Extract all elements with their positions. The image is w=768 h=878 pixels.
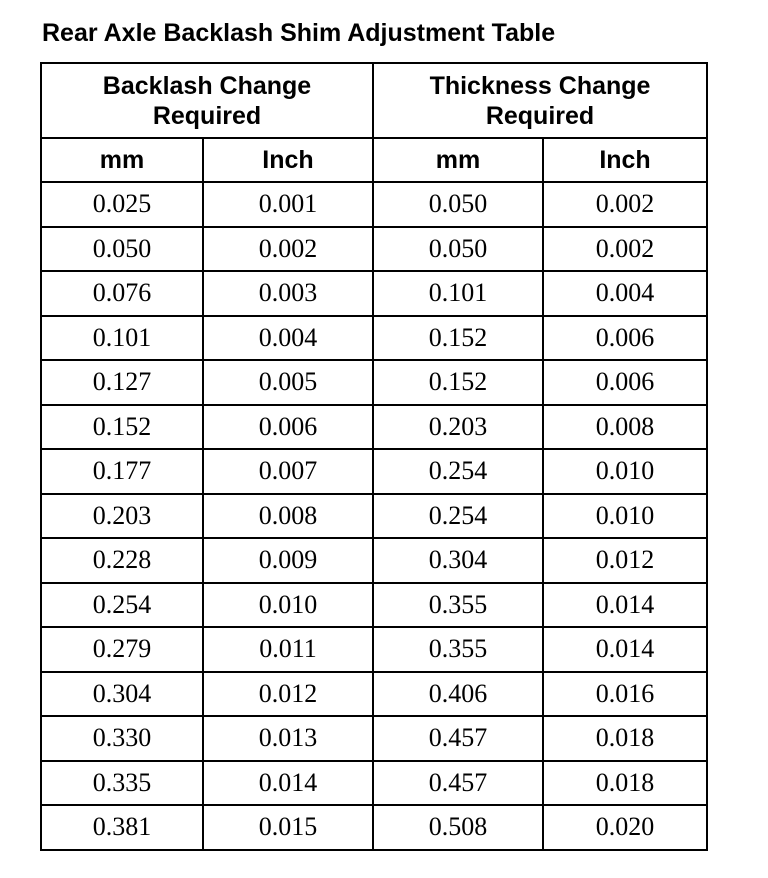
table-cell: 0.003 <box>203 271 373 316</box>
table-cell: 0.011 <box>203 627 373 672</box>
table-cell: 0.018 <box>543 761 707 806</box>
table-cell: 0.279 <box>41 627 203 672</box>
table-cell: 0.101 <box>41 316 203 361</box>
table-cell: 0.015 <box>203 805 373 850</box>
table-cell: 0.010 <box>203 583 373 628</box>
table-cell: 0.050 <box>373 182 543 227</box>
table-cell: 0.406 <box>373 672 543 717</box>
table-cell: 0.018 <box>543 716 707 761</box>
table-cell: 0.010 <box>543 449 707 494</box>
table-cell: 0.002 <box>543 182 707 227</box>
table-cell: 0.254 <box>373 494 543 539</box>
table-cell: 0.005 <box>203 360 373 405</box>
table-cell: 0.101 <box>373 271 543 316</box>
page-title: Rear Axle Backlash Shim Adjustment Table <box>42 19 556 47</box>
table-cell: 0.004 <box>203 316 373 361</box>
header-line: Required <box>485 101 595 130</box>
table-row <box>41 538 707 583</box>
table-cell: 0.508 <box>373 805 543 850</box>
table-row <box>41 494 707 539</box>
table-row <box>41 271 707 316</box>
table-cell: 0.016 <box>543 672 707 717</box>
table-cell: 0.355 <box>373 627 543 672</box>
table-cell: 0.304 <box>41 672 203 717</box>
unit-header: Inch <box>543 138 707 182</box>
table-cell: 0.177 <box>41 449 203 494</box>
table-cell: 0.228 <box>41 538 203 583</box>
table-cell: 0.457 <box>373 761 543 806</box>
table-cell: 0.006 <box>203 405 373 450</box>
table-cell: 0.127 <box>41 360 203 405</box>
table-row <box>41 449 707 494</box>
table-cell: 0.004 <box>543 271 707 316</box>
header-line: Backlash Change <box>102 71 312 100</box>
table-row <box>41 360 707 405</box>
table-cell: 0.152 <box>41 405 203 450</box>
table-cell: 0.050 <box>373 227 543 272</box>
unit-header: mm <box>373 138 543 182</box>
table-cell: 0.381 <box>41 805 203 850</box>
table-row <box>41 672 707 717</box>
table-cell: 0.335 <box>41 761 203 806</box>
table-cell: 0.014 <box>203 761 373 806</box>
table-cell: 0.254 <box>373 449 543 494</box>
table-cell: 0.014 <box>543 583 707 628</box>
table-cell: 0.001 <box>203 182 373 227</box>
table-cell: 0.012 <box>203 672 373 717</box>
backlash-change-header <box>41 63 373 138</box>
shim-adjustment-table <box>40 62 708 851</box>
table-row <box>41 316 707 361</box>
table-row <box>41 182 707 227</box>
table-row <box>41 627 707 672</box>
table-cell: 0.002 <box>543 227 707 272</box>
group-header-row <box>41 63 707 138</box>
table-cell: 0.203 <box>41 494 203 539</box>
table-cell: 0.002 <box>203 227 373 272</box>
table-row <box>41 805 707 850</box>
table-cell: 0.050 <box>41 227 203 272</box>
table-cell: 0.013 <box>203 716 373 761</box>
table-cell: 0.007 <box>203 449 373 494</box>
table-cell: 0.152 <box>373 316 543 361</box>
table-cell: 0.010 <box>543 494 707 539</box>
table-row <box>41 716 707 761</box>
table-cell: 0.008 <box>203 494 373 539</box>
table-cell: 0.330 <box>41 716 203 761</box>
table-row <box>41 227 707 272</box>
table-cell: 0.254 <box>41 583 203 628</box>
table-cell: 0.006 <box>543 360 707 405</box>
table-cell: 0.014 <box>543 627 707 672</box>
unit-header: mm <box>41 138 203 182</box>
table-cell: 0.152 <box>373 360 543 405</box>
unit-header-row <box>41 138 707 182</box>
table-cell: 0.203 <box>373 405 543 450</box>
table-cell: 0.009 <box>203 538 373 583</box>
table-cell: 0.008 <box>543 405 707 450</box>
thickness-change-header <box>373 63 707 138</box>
header-line: Thickness Change <box>429 71 651 100</box>
table-cell: 0.457 <box>373 716 543 761</box>
table-row <box>41 761 707 806</box>
header-line: Required <box>152 101 262 130</box>
table-row <box>41 583 707 628</box>
table-cell: 0.304 <box>373 538 543 583</box>
table-cell: 0.355 <box>373 583 543 628</box>
table-body <box>41 182 707 850</box>
unit-header: Inch <box>203 138 373 182</box>
table-row <box>41 405 707 450</box>
table-cell: 0.076 <box>41 271 203 316</box>
table-cell: 0.012 <box>543 538 707 583</box>
table-cell: 0.025 <box>41 182 203 227</box>
table-cell: 0.006 <box>543 316 707 361</box>
table-cell: 0.020 <box>543 805 707 850</box>
